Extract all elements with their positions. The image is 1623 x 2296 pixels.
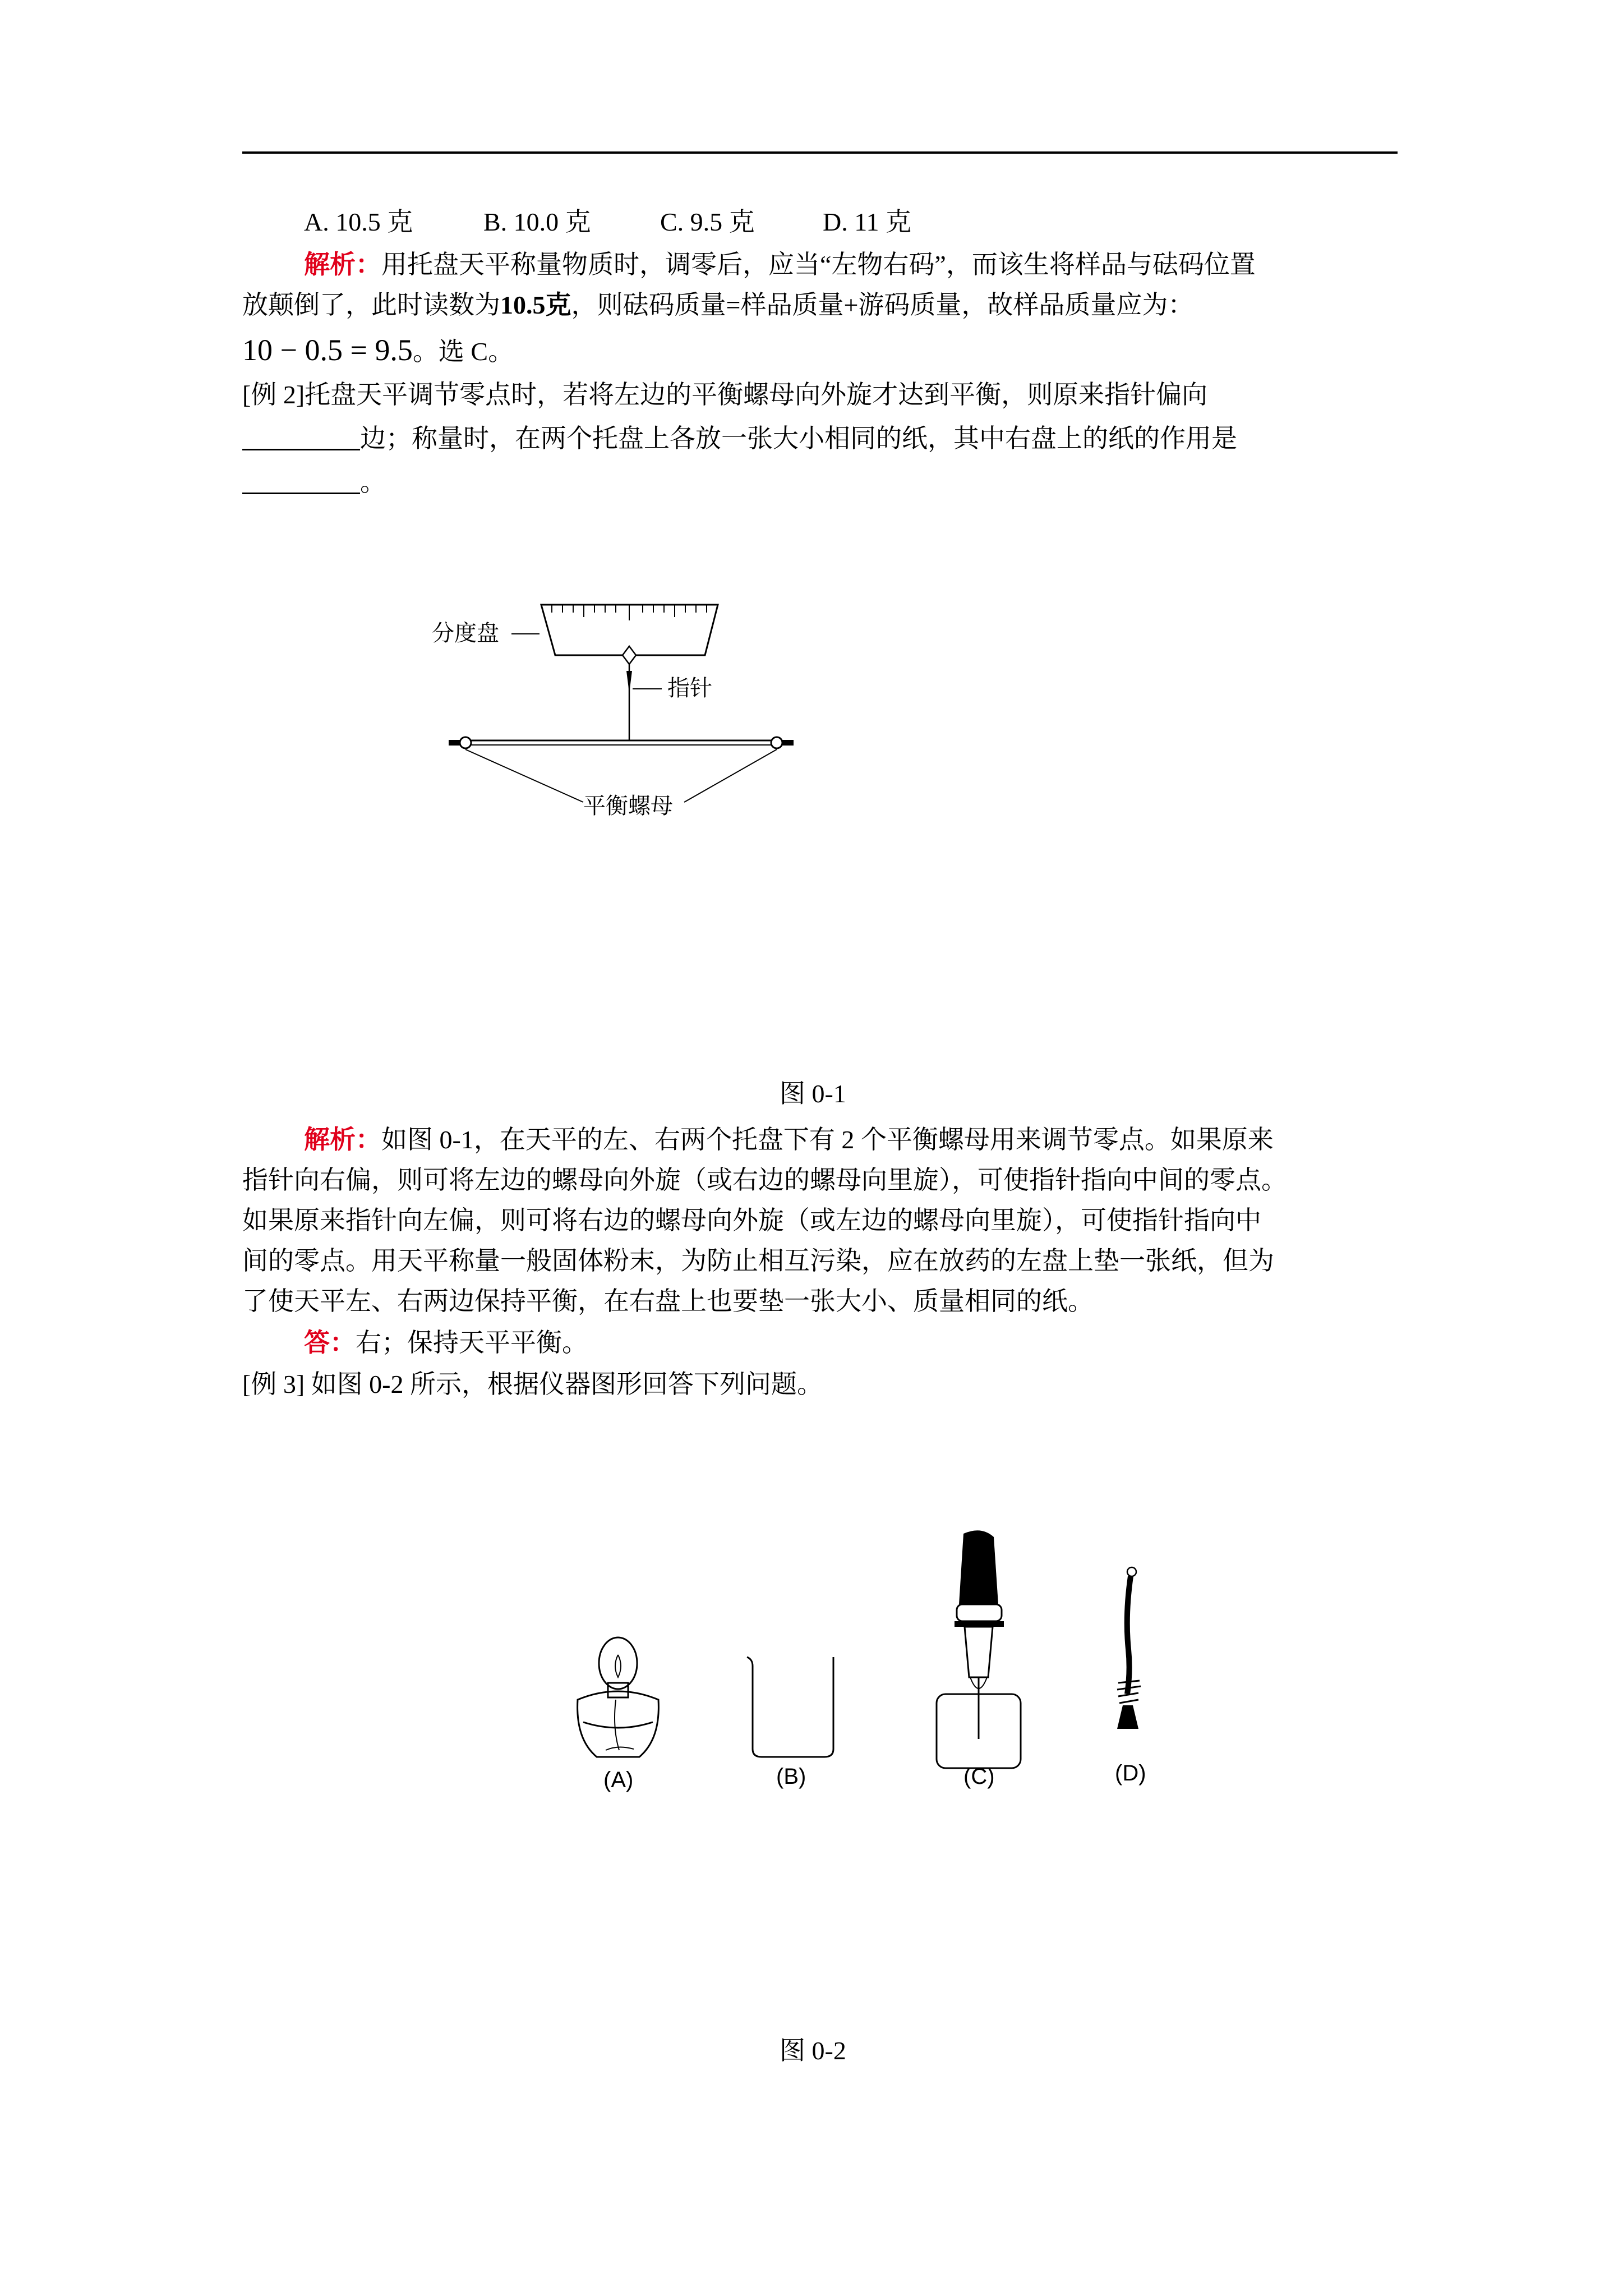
label-b: (B) — [776, 1764, 806, 1789]
beaker-icon — [747, 1657, 833, 1757]
label-d: (D) — [1115, 1761, 1146, 1786]
option-c: C. 9.5 克 — [660, 208, 755, 236]
option-b: B. 10.0 克 — [483, 208, 591, 236]
example-3-line: [例 3] 如图 0-2 所示，根据仪器图形回答下列问题。 — [242, 1370, 823, 1398]
answer-label: 答： — [304, 1328, 356, 1357]
analysis-1-line-2 — [242, 285, 1398, 325]
analysis-1-line-1 — [304, 245, 1398, 285]
formula: 10 − 0.5 = 9.5 — [242, 333, 413, 367]
answer-line — [304, 1323, 1398, 1363]
analysis-1-line-3 — [242, 330, 1398, 372]
example-2-text: 。 — [360, 468, 386, 496]
test-tube-brush-icon — [1117, 1567, 1141, 1729]
header-rule — [242, 151, 1398, 154]
analysis-2-line-2: 指针向右偏，则可将左边的螺母向外旋（或右边的螺母向里旋），可使指针指向中间的零点。 — [242, 1166, 1287, 1194]
dial-ticks — [552, 605, 707, 620]
analysis-text: 。选 C。 — [412, 337, 514, 366]
label-a: (A) — [603, 1768, 634, 1792]
balance-figure — [393, 583, 841, 830]
right-nut — [771, 737, 782, 748]
example-2-line-3 — [242, 462, 1398, 503]
answer-blank — [242, 467, 360, 494]
figure-1-caption: 图 0-1 — [780, 1079, 846, 1108]
brush-bottle-icon — [937, 1530, 1021, 1768]
example-2-line-2 — [242, 418, 1398, 459]
analysis-2-line-1 — [304, 1120, 1398, 1160]
option-a: A. 10.5 克 — [304, 208, 413, 236]
options-line — [304, 202, 1459, 242]
pivot-diamond — [623, 646, 636, 664]
analysis-text: ，则砝码质量=样品质量+游码质量，故样品质量应为： — [571, 291, 1194, 319]
label-c: (C) — [963, 1764, 995, 1789]
left-nut — [460, 737, 471, 748]
analysis-text: 如图 0-1，在天平的左、右两个托盘下有 2 个平衡螺母用来调节零点。如果原来 — [381, 1125, 1274, 1154]
analysis-label: 解析： — [304, 1125, 381, 1154]
example-2-line-1 — [242, 375, 1398, 415]
figure-2-caption: 图 0-2 — [780, 2036, 846, 2065]
example-2-text: 边；称量时，在两个托盘上各放一张大小相同的纸，其中右盘上的纸的作用是 — [360, 424, 1237, 453]
instruments-figure — [550, 1515, 1200, 1806]
answer-text: 右；保持天平平衡。 — [356, 1328, 588, 1357]
label-balance-nut: 平衡螺母 — [583, 794, 673, 818]
alcohol-lamp-icon — [578, 1637, 659, 1757]
analysis-text: 放颠倒了，此时读数为 — [242, 291, 500, 319]
analysis-label: 解析： — [304, 250, 381, 279]
label-dial: 分度盘 — [432, 621, 499, 646]
example-2-text: [例 2]托盘天平调节零点时，若将左边的平衡螺母向外旋才达到平衡，则原来指针偏向 — [242, 380, 1208, 409]
analysis-2-line-3: 如果原来指针向左偏，则可将右边的螺母向外旋（或左边的螺母向里旋），可使指针指向中 — [242, 1206, 1261, 1235]
answer-blank — [242, 423, 360, 450]
label-pointer: 指针 — [667, 676, 712, 701]
option-d: D. 11 克 — [823, 208, 912, 236]
analysis-2-line-5: 了使天平左、右两边保持平衡，在右盘上也要垫一张大小、质量相同的纸。 — [242, 1287, 1094, 1315]
reading-value: 10.5克 — [500, 291, 571, 319]
analysis-2-line-4: 间的零点。用天平称量一般固体粉末，为防止相互污染，应在放药的左盘上垫一张纸，但为 — [242, 1246, 1274, 1275]
analysis-text: 用托盘天平称量物质时，调零后，应当“左物右码”，而该生将样品与砝码位置 — [381, 250, 1256, 279]
